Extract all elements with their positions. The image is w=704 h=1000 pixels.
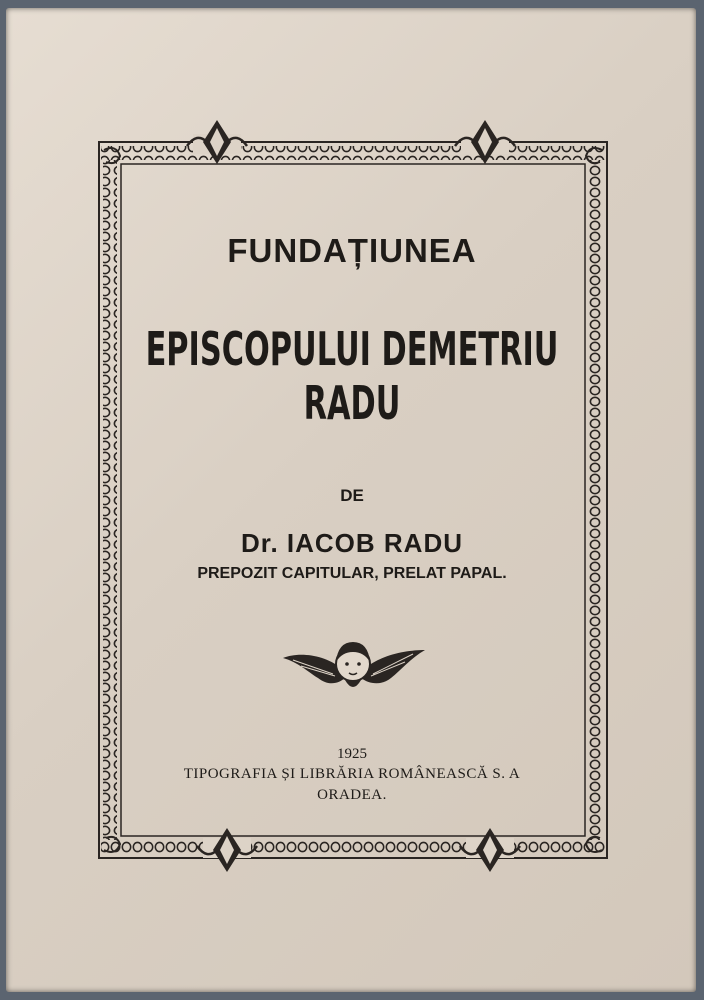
author-name: Dr. IACOB RADU [240, 528, 463, 558]
bottom-chain-band [101, 840, 605, 854]
bottom-left-ornament [197, 828, 257, 872]
publication-city: ORADEA. [317, 787, 387, 803]
cherub-vignette [283, 642, 425, 687]
printer-name: TIPOGRAFIA ȘI LIBRĂRIA ROMÂNEASCĂ S. A [183, 766, 521, 782]
title-line-2: EPISCOPULUI DEMETRIU RADU [145, 322, 559, 430]
by-line: DE [340, 486, 364, 505]
title-line-1: FUNDAȚIUNEA [227, 232, 477, 269]
top-chain-band [101, 146, 605, 160]
bottom-right-ornament [460, 828, 520, 872]
author-title: PREPOZIT CAPITULAR, PRELAT PAPAL. [197, 565, 507, 582]
publication-year: 1925 [337, 746, 367, 762]
